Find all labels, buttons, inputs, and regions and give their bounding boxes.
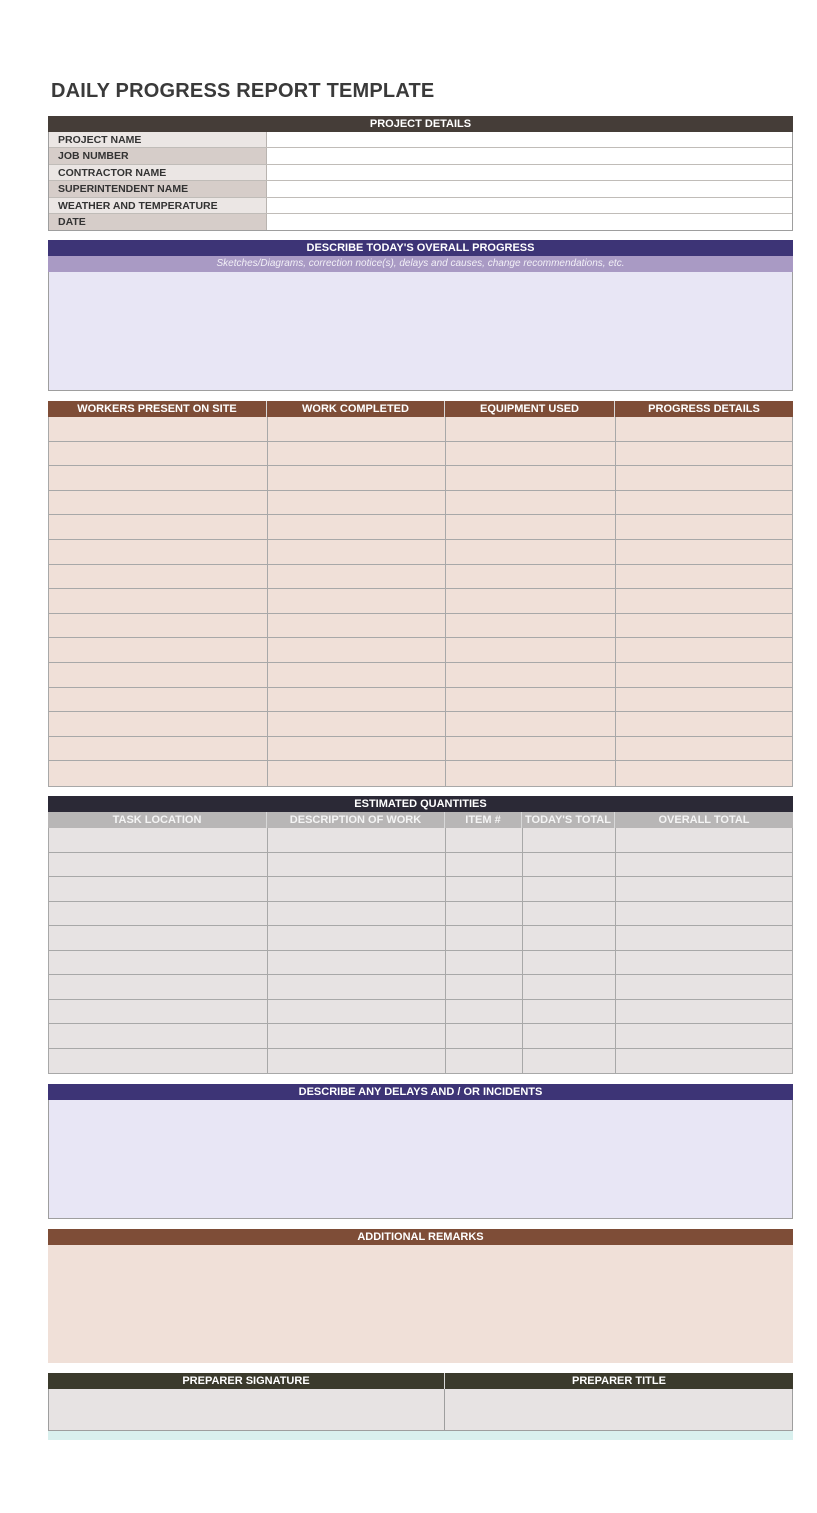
workers-cell[interactable] (49, 491, 268, 515)
overall-progress-header: DESCRIBE TODAY'S OVERALL PROGRESS (48, 240, 793, 256)
quantities-cell[interactable] (523, 877, 616, 901)
workers-cell[interactable] (268, 589, 446, 613)
workers-row (49, 761, 792, 786)
workers-section (48, 401, 793, 787)
workers-row (49, 442, 792, 467)
workers-row (49, 565, 792, 590)
workers-cell[interactable] (49, 737, 268, 761)
quantities-cell[interactable] (268, 1024, 446, 1048)
workers-cell[interactable] (49, 540, 268, 564)
quantities-cell[interactable] (523, 1000, 616, 1024)
quantities-cell[interactable] (268, 877, 446, 901)
quantities-cell[interactable] (446, 926, 523, 950)
workers-cell[interactable] (268, 540, 446, 564)
quantities-cell[interactable] (268, 902, 446, 926)
quantities-cell[interactable] (49, 975, 268, 999)
project-detail-input[interactable] (267, 165, 792, 180)
workers-cell[interactable] (268, 417, 446, 441)
project-detail-label: PROJECT NAME (49, 132, 267, 147)
workers-cell[interactable] (49, 565, 268, 589)
quantities-cell[interactable] (523, 1049, 616, 1074)
workers-column-header: WORK COMPLETED (267, 401, 445, 417)
quantities-cell[interactable] (616, 828, 792, 852)
signature-column-headers (48, 1373, 793, 1389)
quantities-cell[interactable] (616, 877, 792, 901)
workers-cell[interactable] (268, 761, 446, 786)
workers-cell[interactable] (616, 466, 792, 490)
quantities-cell[interactable] (446, 1049, 523, 1074)
workers-cell[interactable] (49, 688, 268, 712)
quantities-cell[interactable] (49, 926, 268, 950)
workers-cell[interactable] (616, 540, 792, 564)
remarks-textarea[interactable] (48, 1245, 793, 1363)
quantities-cell[interactable] (616, 902, 792, 926)
workers-cell[interactable] (268, 638, 446, 662)
quantities-row (49, 975, 792, 1000)
workers-row (49, 663, 792, 688)
project-detail-row (49, 198, 792, 214)
workers-cell[interactable] (616, 737, 792, 761)
project-details-table (48, 132, 793, 231)
workers-row (49, 638, 792, 663)
quantities-column-headers (48, 812, 793, 828)
delays-textarea[interactable] (48, 1100, 793, 1219)
project-detail-row (49, 214, 792, 230)
workers-cell[interactable] (616, 614, 792, 638)
project-details-section (48, 116, 793, 231)
quantities-header: ESTIMATED QUANTITIES (48, 796, 793, 812)
workers-row (49, 712, 792, 737)
workers-column-headers (48, 401, 793, 417)
workers-cell[interactable] (446, 417, 616, 441)
quantities-cell[interactable] (49, 828, 268, 852)
quantities-cell[interactable] (49, 951, 268, 975)
workers-cell[interactable] (446, 442, 616, 466)
workers-row (49, 540, 792, 565)
project-detail-row (49, 148, 792, 164)
workers-cell[interactable] (446, 712, 616, 736)
page-title: DAILY PROGRESS REPORT TEMPLATE (51, 80, 435, 102)
workers-cell[interactable] (268, 737, 446, 761)
quantities-row (49, 877, 792, 902)
workers-cell[interactable] (49, 614, 268, 638)
quantities-row (49, 1024, 792, 1049)
quantities-cell[interactable] (523, 902, 616, 926)
workers-cell[interactable] (268, 442, 446, 466)
workers-cell[interactable] (616, 442, 792, 466)
workers-cell[interactable] (446, 737, 616, 761)
workers-cell[interactable] (616, 589, 792, 613)
workers-row (49, 466, 792, 491)
quantities-row (49, 853, 792, 878)
workers-cell[interactable] (616, 417, 792, 441)
workers-column-header: EQUIPMENT USED (445, 401, 615, 417)
workers-cell[interactable] (268, 712, 446, 736)
workers-row (49, 589, 792, 614)
quantities-cell[interactable] (268, 828, 446, 852)
quantities-column-header: TODAY'S TOTAL (522, 812, 615, 828)
quantities-column-header: DESCRIPTION OF WORK (267, 812, 445, 828)
overall-progress-section (48, 240, 793, 391)
footer-strip (48, 1431, 793, 1440)
preparer-title-label: PREPARER TITLE (572, 1375, 666, 1387)
quantities-cell[interactable] (616, 975, 792, 999)
workers-cell[interactable] (616, 515, 792, 539)
workers-row (49, 515, 792, 540)
quantities-cell[interactable] (523, 975, 616, 999)
quantities-cell[interactable] (523, 951, 616, 975)
workers-cell[interactable] (446, 638, 616, 662)
quantities-cell[interactable] (268, 975, 446, 999)
workers-cell[interactable] (446, 491, 616, 515)
quantities-row (49, 1000, 792, 1025)
workers-cell[interactable] (49, 466, 268, 490)
project-detail-label: WEATHER AND TEMPERATURE (49, 198, 267, 213)
workers-cell[interactable] (446, 688, 616, 712)
quantities-cell[interactable] (268, 1000, 446, 1024)
workers-cell[interactable] (446, 565, 616, 589)
overall-progress-subheader: Sketches/Diagrams, correction notice(s), delays and causes, change recommendations, etc. (48, 256, 793, 272)
project-detail-input[interactable] (267, 148, 792, 163)
quantities-column-header: TASK LOCATION (48, 812, 267, 828)
quantities-cell[interactable] (446, 1000, 523, 1024)
project-detail-row (49, 165, 792, 181)
quantities-section (48, 796, 793, 1074)
preparer-signature-field[interactable] (49, 1389, 445, 1430)
project-detail-input[interactable] (267, 198, 792, 213)
quantities-cell[interactable] (49, 853, 268, 877)
workers-cell[interactable] (268, 663, 446, 687)
workers-cell[interactable] (49, 638, 268, 662)
workers-row (49, 688, 792, 713)
workers-cell[interactable] (616, 565, 792, 589)
project-detail-row (49, 181, 792, 197)
quantities-table-body (48, 828, 793, 1074)
workers-cell[interactable] (268, 466, 446, 490)
quantities-column-header: ITEM # (445, 812, 522, 828)
workers-cell[interactable] (446, 663, 616, 687)
quantities-cell[interactable] (49, 902, 268, 926)
quantities-row (49, 828, 792, 853)
quantities-cell[interactable] (523, 926, 616, 950)
quantities-row (49, 902, 792, 927)
workers-cell[interactable] (268, 688, 446, 712)
project-detail-label: CONTRACTOR NAME (49, 165, 267, 180)
workers-row (49, 491, 792, 516)
workers-cell[interactable] (446, 466, 616, 490)
quantities-cell[interactable] (523, 828, 616, 852)
project-detail-input[interactable] (267, 132, 792, 147)
signature-row (48, 1389, 793, 1431)
project-detail-label: SUPERINTENDENT NAME (49, 181, 267, 196)
quantities-cell[interactable] (49, 877, 268, 901)
workers-cell[interactable] (616, 688, 792, 712)
quantities-cell[interactable] (446, 975, 523, 999)
workers-cell[interactable] (49, 515, 268, 539)
project-detail-input[interactable] (267, 214, 792, 230)
quantities-cell[interactable] (616, 853, 792, 877)
workers-cell[interactable] (616, 761, 792, 786)
quantities-cell[interactable] (446, 951, 523, 975)
quantities-cell[interactable] (446, 877, 523, 901)
workers-column-header: PROGRESS DETAILS (648, 403, 760, 415)
workers-column-header: WORKERS PRESENT ON SITE (48, 401, 267, 417)
workers-cell[interactable] (49, 442, 268, 466)
quantities-cell[interactable] (49, 1000, 268, 1024)
quantities-cell[interactable] (616, 1049, 792, 1074)
workers-cell[interactable] (268, 565, 446, 589)
workers-cell[interactable] (446, 540, 616, 564)
workers-row (49, 417, 792, 442)
quantities-row (49, 951, 792, 976)
workers-cell[interactable] (446, 614, 616, 638)
workers-cell[interactable] (616, 491, 792, 515)
signature-section (48, 1373, 793, 1440)
remarks-section (48, 1229, 793, 1363)
workers-cell[interactable] (616, 638, 792, 662)
overall-progress-textarea[interactable] (48, 272, 793, 391)
quantities-cell[interactable] (268, 951, 446, 975)
workers-cell[interactable] (49, 712, 268, 736)
workers-cell[interactable] (446, 515, 616, 539)
project-detail-row (49, 132, 792, 148)
workers-cell[interactable] (49, 761, 268, 786)
workers-cell[interactable] (616, 712, 792, 736)
project-details-header: PROJECT DETAILS (48, 116, 793, 132)
workers-cell[interactable] (49, 663, 268, 687)
workers-cell[interactable] (446, 761, 616, 786)
workers-cell[interactable] (268, 491, 446, 515)
quantities-cell[interactable] (446, 1024, 523, 1048)
quantities-cell[interactable] (446, 902, 523, 926)
workers-row (49, 737, 792, 762)
quantities-row (49, 1049, 792, 1074)
remarks-header: ADDITIONAL REMARKS (48, 1229, 793, 1245)
quantities-cell[interactable] (616, 926, 792, 950)
workers-cell[interactable] (268, 614, 446, 638)
quantities-cell[interactable] (523, 1024, 616, 1048)
quantities-cell[interactable] (268, 926, 446, 950)
workers-table-body (48, 417, 793, 787)
quantities-cell[interactable] (523, 853, 616, 877)
quantities-cell[interactable] (616, 1024, 792, 1048)
project-detail-label: JOB NUMBER (49, 148, 267, 163)
preparer-title-field[interactable] (445, 1389, 792, 1430)
quantities-cell[interactable] (446, 828, 523, 852)
workers-cell[interactable] (446, 589, 616, 613)
project-detail-input[interactable] (267, 181, 792, 196)
quantities-cell[interactable] (268, 1049, 446, 1074)
workers-cell[interactable] (49, 417, 268, 441)
quantities-cell[interactable] (616, 951, 792, 975)
quantities-cell[interactable] (446, 853, 523, 877)
workers-cell[interactable] (616, 663, 792, 687)
project-detail-label: DATE (49, 214, 267, 230)
quantities-cell[interactable] (49, 1024, 268, 1048)
delays-section (48, 1084, 793, 1219)
quantities-cell[interactable] (616, 1000, 792, 1024)
workers-cell[interactable] (49, 589, 268, 613)
preparer-signature-label: PREPARER SIGNATURE (48, 1373, 445, 1389)
quantities-cell[interactable] (268, 853, 446, 877)
workers-row (49, 614, 792, 639)
delays-header: DESCRIBE ANY DELAYS AND / OR INCIDENTS (48, 1084, 793, 1100)
quantities-row (49, 926, 792, 951)
quantities-cell[interactable] (49, 1049, 268, 1074)
quantities-column-header: OVERALL TOTAL (658, 814, 750, 826)
workers-cell[interactable] (268, 515, 446, 539)
